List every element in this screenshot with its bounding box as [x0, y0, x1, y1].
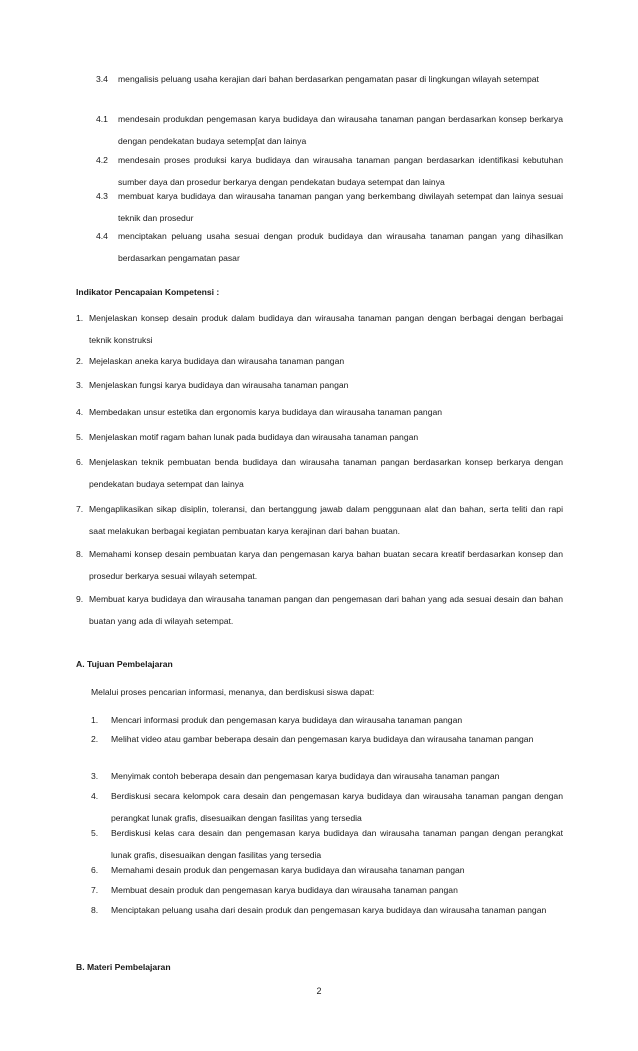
tujuan-text: Menciptakan peluang usaha dari desain produk dan pengemasan karya budidaya dan wirausaha tanaman pangan — [111, 905, 547, 915]
tujuan-number: 2. — [91, 734, 99, 744]
indikator-number: 8. — [76, 549, 84, 559]
tujuan-number: 4. — [91, 791, 99, 801]
indikator-number: 7. — [76, 504, 84, 514]
tujuan-number: 5. — [91, 828, 99, 838]
indikator-text: Membuat karya budidaya dan wirausaha tanaman pangan dan pengemasan dari bahan yang ada sesuai desain dan bahan buatan yang ada di wilayah setempat. — [89, 594, 563, 626]
indikator-text: Memahami konsep desain pembuatan karya dan pengemasan karya bahan buatan secara kreatif berdasarkan konsep dan prosedur berkarya sesuai wilayah setempat. — [89, 549, 563, 581]
tujuan-text: Berdiskusi kelas cara desain dan pengemasan karya budidaya dan wirausaha tanaman pangan dengan perangkat lunak grafis, disesuaikan dengan fasilitas yang tersedia — [111, 828, 563, 860]
tujuan-text: Menyimak contoh beberapa desain dan pengemasan karya budidaya dan wirausaha tanaman pangan — [111, 771, 500, 781]
indikator-item — [76, 350, 563, 372]
indikator-item — [76, 401, 563, 423]
tujuan-text: Berdiskusi secara kelompok cara desain dan pengemasan karya budidaya dan wirausaha tanaman pangan dengan perangkat lunak grafis, disesuaikan dengan fasilitas yang tersedia — [111, 791, 563, 823]
kd-item — [96, 108, 563, 152]
tujuan-item — [91, 899, 563, 921]
indikator-item — [76, 543, 563, 587]
indikator-text: Menjelaskan motif ragam bahan lunak pada budidaya dan wirausaha tanaman pangan — [89, 432, 419, 442]
page-number: 2 — [316, 986, 322, 996]
indikator-number: 4. — [76, 407, 84, 417]
indikator-text: Menjelaskan teknik pembuatan benda budidaya dan wirausaha tanaman pangan berdasarkan konsep berkarya dengan pendekatan budaya setempat dan lainya — [89, 457, 563, 489]
indikator-text: Menjelaskan konsep desain produk dalam budidaya dan wirausaha tanaman pangan dengan berbagai dengan berbagai teknik konstruksi — [89, 313, 563, 345]
tujuan-item — [91, 765, 563, 787]
materi-heading: B. Materi Pembelajaran — [76, 962, 171, 972]
indikator-text: Mengaplikasikan sikap disiplin, toleransi, dan bertanggung jawab dalam penggunaan alat dan bahan, serta teliti dan rapi saat melakukan berbagai kegiatan pembuatan karya kerajinan dari bahan buatan. — [89, 504, 563, 536]
kd-text: mendesain produkdan pengemasan karya budidaya dan wirausaha tanaman pangan berdasarkan konsep berkarya dengan pendekatan budaya setemp[at dan lainya — [118, 114, 563, 146]
indikator-text: Mejelaskan aneka karya budidaya dan wirausaha tanaman pangan — [89, 356, 345, 366]
tujuan-text: Membuat desain produk dan pengemasan karya budidaya dan wirausaha tanaman pangan — [111, 885, 458, 895]
tujuan-text: Mencari informasi produk dan pengemasan karya budidaya dan wirausaha tanaman pangan — [111, 715, 463, 725]
kd-number: 4.2 — [96, 155, 108, 165]
tujuan-number: 3. — [91, 771, 99, 781]
tujuan-text: Melihat video atau gambar beberapa desain dan pengemasan karya budidaya dan wirausaha tanaman pangan — [111, 734, 534, 744]
kd-number: 4.4 — [96, 231, 108, 241]
indikator-item — [76, 374, 563, 396]
indikator-number: 1. — [76, 313, 84, 323]
kd-number: 3.4 — [96, 74, 108, 84]
tujuan-item — [91, 728, 563, 750]
kd-item — [96, 185, 563, 229]
indikator-heading: Indikator Pencapaian Kompetensi : — [76, 287, 220, 297]
kd-text: mengalisis peluang usaha kerajian dari bahan berdasarkan pengamatan pasar di lingkungan wilayah setempat — [118, 74, 539, 84]
tujuan-number: 8. — [91, 905, 99, 915]
tujuan-number: 6. — [91, 865, 99, 875]
indikator-number: 5. — [76, 432, 84, 442]
indikator-number: 9. — [76, 594, 84, 604]
kd-number: 4.1 — [96, 114, 108, 124]
kd-text: membuat karya budidaya dan wirausaha tanaman pangan yang berkembang diwilayah setempat dan lainya sesuai teknik dan prosedur — [118, 191, 563, 223]
tujuan-item — [91, 859, 563, 881]
tujuan-heading: A. Tujuan Pembelajaran — [76, 659, 173, 669]
kd-item — [96, 225, 563, 269]
kd-text: menciptakan peluang usaha sesuai dengan produk budidaya dan wirausaha tanaman pangan yang dihasilkan berdasarkan pengamatan pasar — [118, 231, 563, 263]
indikator-number: 6. — [76, 457, 84, 467]
tujuan-intro: Melalui proses pencarian informasi, menanya, dan berdiskusi siswa dapat: — [91, 687, 375, 697]
tujuan-item — [91, 879, 563, 901]
kd-item — [96, 68, 563, 90]
indikator-text: Membedakan unsur estetika dan ergonomis karya budidaya dan wirausaha tanaman pangan — [89, 407, 443, 417]
indikator-item — [76, 451, 563, 495]
indikator-number: 3. — [76, 380, 84, 390]
indikator-item — [76, 498, 563, 542]
indikator-item — [76, 588, 563, 632]
kd-text: mendesain proses produksi karya budidaya dan wirausaha tanaman pangan berdasarkan identifikasi kebutuhan sumber daya dan prosedur berkarya dengan pendekatan budaya setempat dan lainya — [118, 155, 563, 187]
indikator-number: 2. — [76, 356, 84, 366]
tujuan-number: 1. — [91, 715, 99, 725]
kd-number: 4.3 — [96, 191, 108, 201]
indikator-item — [76, 307, 563, 351]
tujuan-number: 7. — [91, 885, 99, 895]
indikator-item — [76, 426, 563, 448]
indikator-text: Menjelaskan fungsi karya budidaya dan wirausaha tanaman pangan — [89, 380, 349, 390]
tujuan-text: Memahami desain produk dan pengemasan karya budidaya dan wirausaha tanaman pangan — [111, 865, 465, 875]
